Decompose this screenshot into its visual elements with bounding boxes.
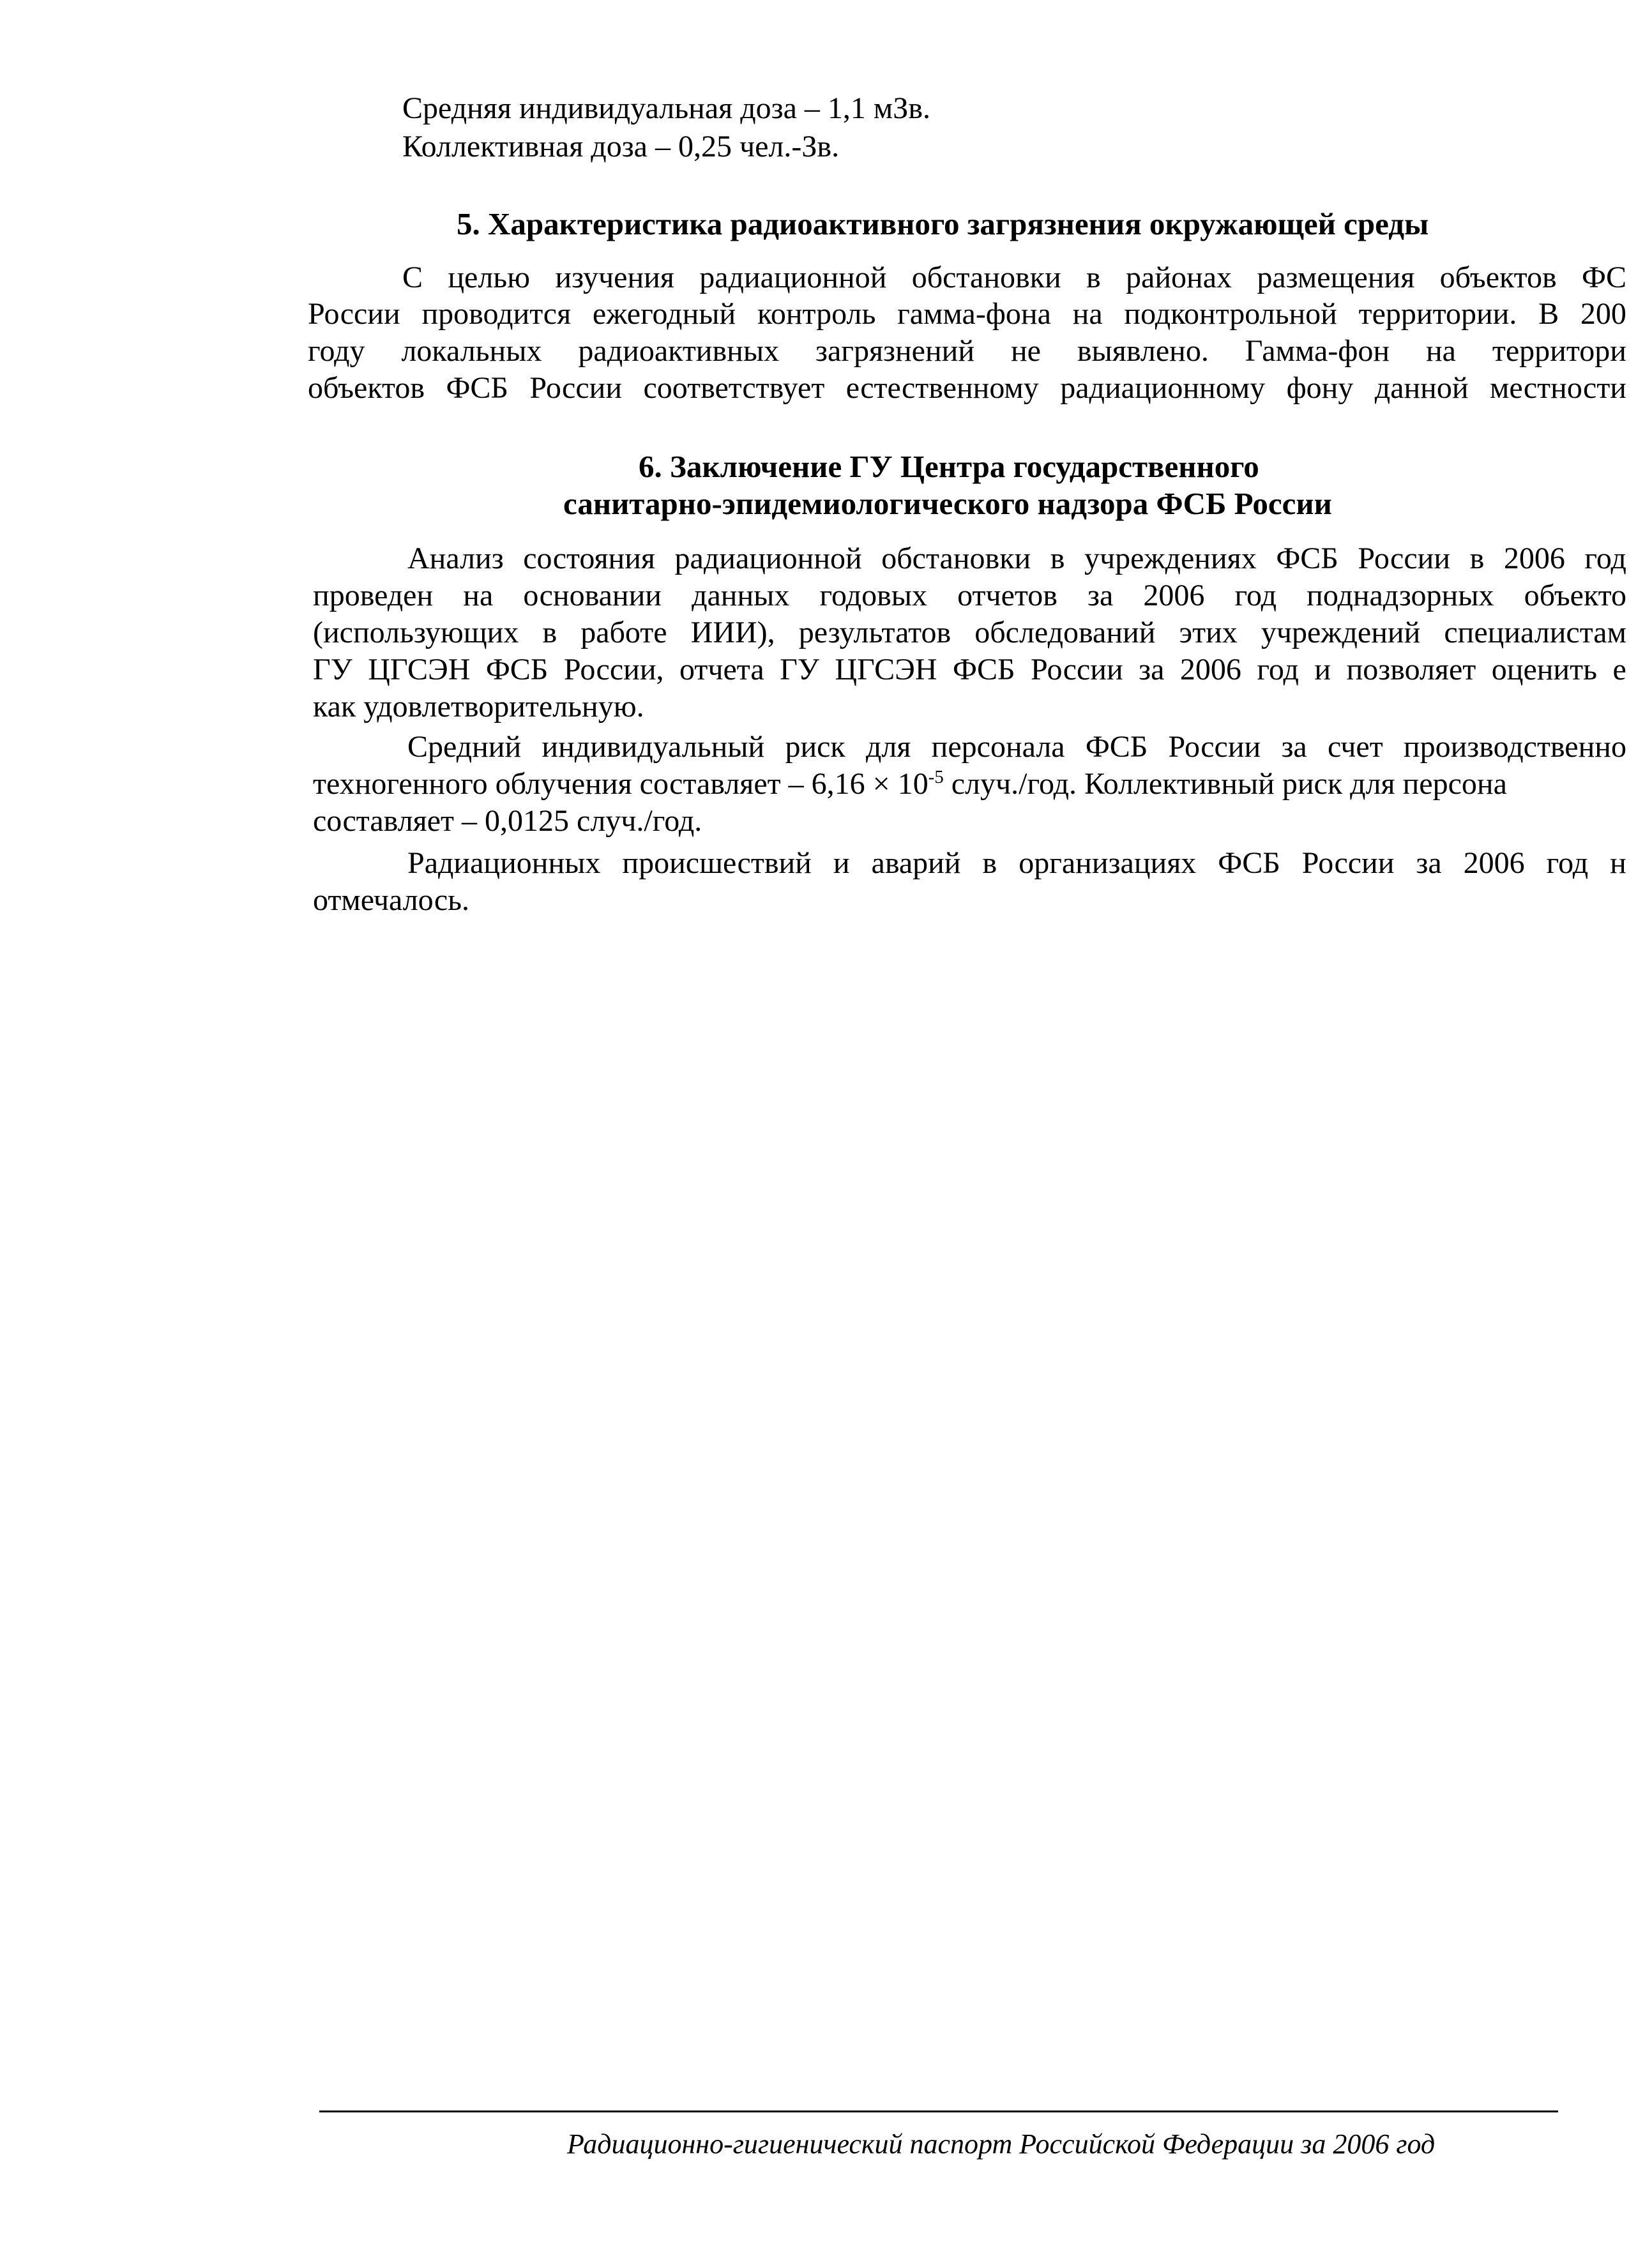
section-5-line-word: России (529, 371, 623, 405)
section-5-line-word: фону (1286, 371, 1354, 405)
section-6-para-2-word: Средний (407, 730, 522, 764)
section-5-line-word: Гамма-фон (1245, 334, 1390, 368)
section-5-line-word: объектов (308, 371, 425, 405)
section-5-line-word: радиационной (699, 261, 887, 294)
section-6-para-1-word: отчета (679, 653, 764, 686)
section-6-para-1-word: работе (580, 616, 667, 649)
section-5-line-word: ФСБ (446, 371, 508, 405)
section-6-para-3-line-2: отмечалось. (313, 883, 470, 917)
collective-risk-text: случ./год. Коллективный риск для персона (943, 767, 1507, 801)
section-5-line-word: проводится (421, 297, 572, 331)
section-5-line-word: гамма-фона (897, 297, 1051, 331)
section-5-line-word: целью (448, 261, 531, 294)
section-6-para-3-word: н (1610, 846, 1626, 880)
section-5-line-word: году (308, 334, 365, 368)
collective-dose: Коллективная доза – 0,25 чел.-Зв. (402, 130, 840, 163)
section-5-line-word: ФС (1582, 261, 1626, 294)
section-6-para-1-word: ЦГСЭН (368, 653, 471, 686)
section-6-para-1-word: на (463, 579, 494, 612)
section-5-line-4 (308, 369, 1626, 407)
section-6-para-2-word: России (1168, 730, 1261, 764)
section-6-para-1-word: ФСБ (485, 653, 549, 686)
section-6-para-1-word: обследований (974, 616, 1156, 649)
section-5-line-word: не (1010, 334, 1041, 368)
section-6-para-1-word: объекто (1524, 579, 1626, 612)
section-6-para-1-word: год (1584, 542, 1626, 575)
section-5-line-word: районах (1126, 261, 1232, 294)
section-6-para-2-word: производственно (1403, 730, 1626, 764)
section-5-line-word: обстановки (911, 261, 1061, 294)
section-6-para-1-word: ФСБ (953, 653, 1015, 686)
section-6-para-1-word: учреждениях (1084, 542, 1257, 575)
section-6-para-1-word: 2006 (1179, 653, 1241, 686)
section-6-para-1-word: год (1234, 579, 1277, 612)
section-6-para-1-word: оценить (1491, 653, 1597, 686)
section-6-para-2-word: персонала (931, 730, 1065, 764)
section-5-line-word: территории. (1358, 297, 1517, 331)
section-5-line-1 (402, 259, 1626, 297)
section-6-heading-line-1: 6. Заключение ГУ Центра государственного (639, 449, 1259, 484)
section-6-para-1-word: специалистам (1444, 616, 1626, 649)
section-5-line-2 (308, 295, 1626, 333)
section-5-line-word: на (1425, 334, 1456, 368)
section-5-line-word: выявлено. (1077, 334, 1209, 368)
section-6-para-1-word: ГУ (780, 653, 819, 686)
avg-individual-dose: Средняя индивидуальная доза – 1,1 мЗв. (402, 91, 930, 125)
section-5-heading: 5. Характеристика радиоактивного загрязнения окружающей среды (457, 206, 1429, 241)
section-6-para-2-line-3: составляет – 0,0125 случ./год. (313, 804, 702, 838)
section-6-para-3-word: России (1301, 846, 1395, 880)
section-6-para-1-word: в (1050, 542, 1065, 575)
section-6-para-1-word: и (1314, 653, 1331, 686)
section-6-para-1-word: учреждений (1261, 616, 1421, 649)
section-6-para-3-word: организациях (1019, 846, 1197, 880)
section-6-para-1-word: этих (1179, 616, 1238, 649)
section-6-para-1-word: обстановки (881, 542, 1031, 575)
section-5-line-word: контроль (757, 297, 876, 331)
section-6-para-1-word: 2006 (1143, 579, 1205, 612)
section-6-para-1-word: ИИИ), (690, 616, 775, 649)
section-6-heading-line-2: санитарно-эпидемиологического надзора ФСБ России (563, 486, 1332, 521)
footer-caption: Радиационно-гигиенический паспорт Российской Федерации за 2006 год (567, 2128, 1436, 2160)
section-6-para-3-word: ФСБ (1218, 846, 1280, 880)
section-5-line-word: радиоактивных (578, 334, 780, 368)
section-6-para-1-word: ГУ (313, 653, 352, 686)
section-6-para-1-word: годовых (819, 579, 927, 612)
section-6-para-1-word: России (1031, 653, 1123, 686)
section-5-line-word: 200 (1580, 297, 1626, 331)
section-6-para-1-word: России (1358, 542, 1451, 575)
section-5-line-word: на (1072, 297, 1103, 331)
section-5-line-word: территори (1492, 334, 1626, 368)
section-6-para-1-line-1 (407, 540, 1626, 578)
section-5-line-3 (308, 332, 1626, 370)
section-5-line-word: загрязнений (815, 334, 975, 368)
section-6-para-2-line-2 (313, 765, 1626, 803)
section-6-para-1-word: Анализ (407, 542, 504, 575)
section-6-para-1-word: 2006 (1503, 542, 1565, 575)
section-6-para-3-word: Радиационных (407, 846, 601, 880)
section-6-para-3-word: 2006 (1463, 846, 1525, 880)
section-5-line-word: ежегодный (592, 297, 736, 331)
section-5-line-word: России (308, 297, 400, 331)
section-6-para-2-word: счет (1327, 730, 1383, 764)
section-5-line-word: объектов (1439, 261, 1557, 294)
section-6-para-2-line-1 (407, 728, 1626, 766)
section-6-para-2-word: за (1281, 730, 1307, 764)
risk-exponent: -5 (928, 767, 944, 787)
section-6-para-2-word: индивидуальный (542, 730, 765, 764)
section-5-line-word: подконтрольной (1124, 297, 1337, 331)
section-6-para-1-word: результатов (798, 616, 951, 649)
section-6-para-1-word: ЦГСЭН (835, 653, 937, 686)
section-5-line-word: радиационному (1060, 371, 1266, 405)
section-6-para-1-line-5: как удовлетворительную. (313, 690, 644, 724)
section-6-para-1-line-4 (313, 651, 1626, 689)
section-6-para-1-word: позволяет (1346, 653, 1476, 686)
section-6-para-1-word: е (1612, 653, 1626, 686)
section-6-para-1-word: за (1139, 653, 1165, 686)
section-5-line-word: в (1086, 261, 1101, 294)
section-6-para-3-word: аварий (871, 846, 961, 880)
section-6-para-1-word: отчетов (957, 579, 1057, 612)
section-5-line-word: В (1538, 297, 1559, 331)
section-6-para-2-word: ФСБ (1085, 730, 1148, 764)
section-6-para-3-word: год (1546, 846, 1589, 880)
section-6-para-3-word: за (1416, 846, 1442, 880)
section-6-para-1-word: основании (523, 579, 662, 612)
section-6-para-1-word: проведен (313, 579, 434, 612)
section-6-para-1-word: данных (692, 579, 790, 612)
section-5-line-word: изучения (555, 261, 674, 294)
section-6-para-1-word: поднадзорных (1307, 579, 1494, 612)
section-5-line-word: С (402, 261, 423, 294)
section-6-para-3-word: происшествий (622, 846, 812, 880)
section-6-para-1-word: России, (563, 653, 664, 686)
section-5-line-word: данной (1374, 371, 1469, 405)
footer-rule (319, 2110, 1558, 2112)
risk-value-text: техногенного облучения составляет – 6,16 × 10 (313, 767, 928, 801)
section-5-line-word: местности (1489, 371, 1626, 405)
section-5-line-word: локальных (401, 334, 542, 368)
section-6-para-1-line-3 (313, 614, 1626, 652)
section-6-para-1-word: за (1087, 579, 1114, 612)
section-6-para-3-word: в (982, 846, 997, 880)
section-6-para-1-word: состояния (523, 542, 655, 575)
section-6-para-1-word: в (1469, 542, 1485, 575)
section-6-para-1-word: год (1257, 653, 1299, 686)
section-6-para-2-word: риск (785, 730, 845, 764)
section-6-para-2-word: для (865, 730, 911, 764)
section-6-para-1-line-2 (313, 577, 1626, 615)
section-6-para-1-word: в (542, 616, 557, 649)
section-6-para-1-word: (использующих (313, 616, 519, 649)
section-6-para-1-word: радиационной (674, 542, 862, 575)
section-5-line-word: размещения (1257, 261, 1415, 294)
section-6-para-3-line-1 (407, 844, 1626, 883)
section-5-line-word: естественному (845, 371, 1039, 405)
section-5-line-word: соответствует (643, 371, 825, 405)
section-6-para-3-word: и (833, 846, 850, 880)
section-6-para-1-word: ФСБ (1276, 542, 1338, 575)
